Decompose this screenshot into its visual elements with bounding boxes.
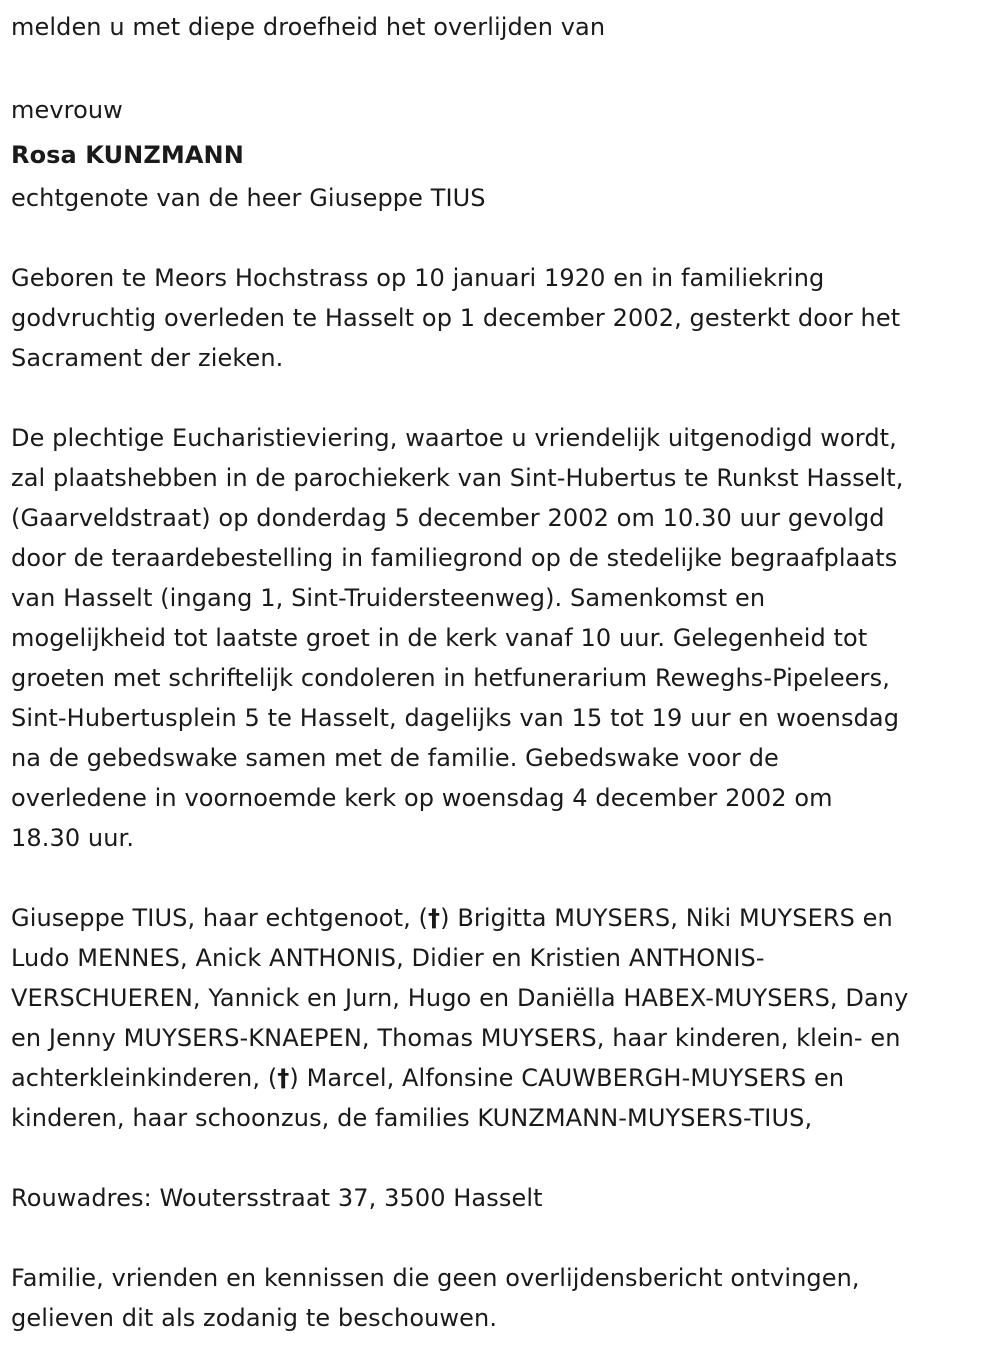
spacer xyxy=(11,54,996,88)
ceremony-paragraph xyxy=(11,418,996,858)
paragraph-line: gelieven dit als zodanig te beschouwen. xyxy=(11,1304,498,1332)
paragraph-line: kinderen, haar schoonzus, de families KUNZMANN-MUYSERS-TIUS, xyxy=(11,1104,813,1132)
spacer xyxy=(11,378,996,418)
spacer xyxy=(11,858,996,898)
title-text: mevrouw xyxy=(11,96,123,124)
family-text: ) Marcel, Alfonsine CAUWBERGH-MUYSERS en xyxy=(289,1064,845,1092)
paragraph-line: Ludo MENNES, Anick ANTHONIS, Didier en Kristien ANTHONIS- xyxy=(11,944,765,972)
cross-icon: † xyxy=(277,1064,290,1092)
paragraph-line: godvruchtig overleden te Hasselt op 1 december 2002, gesterkt door het xyxy=(11,304,901,332)
family-paragraph xyxy=(11,898,996,1138)
paragraph-line: mogelijkheid tot laatste groet in de kerk vanaf 10 uur. Gelegenheid tot xyxy=(11,624,868,652)
paragraph-line: zal plaatshebben in de parochiekerk van Sint-Hubertus te Runkst Hasselt, xyxy=(11,464,904,492)
paragraph-line: en Jenny MUYSERS-KNAEPEN, Thomas MUYSERS, haar kinderen, klein- en xyxy=(11,1024,901,1052)
paragraph-line: Geboren te Meors Hochstrass op 10 januari 1920 en in familiekring xyxy=(11,264,825,292)
paragraph-line: De plechtige Eucharistieviering, waartoe u vriendelijk uitgenodigd wordt, xyxy=(11,424,897,452)
paragraph-line: (Gaarveldstraat) op donderdag 5 december 2002 om 10.30 uur gevolgd xyxy=(11,504,885,532)
family-text: achterkleinkinderen, ( xyxy=(11,1064,278,1092)
paragraph-line: Sint-Hubertusplein 5 te Hasselt, dagelijks van 15 tot 19 uur en woensdag xyxy=(11,704,900,732)
paragraph-line: 18.30 uur. xyxy=(11,824,135,852)
paragraph-line: Familie, vrienden en kennissen die geen overlijdensbericht ontvingen, xyxy=(11,1264,860,1292)
spacer xyxy=(11,1138,996,1178)
intro-text: melden u met diepe droefheid het overlijden van xyxy=(11,13,606,41)
mourning-address: Rouwadres: Woutersstraat 37, 3500 Hasselt xyxy=(11,1184,543,1212)
paragraph-line: overledene in voornoemde kerk op woensdag 4 december 2002 om xyxy=(11,784,833,812)
paragraph-line: VERSCHUEREN, Yannick en Jurn, Hugo en Daniëlla HABEX-MUYSERS, Dany xyxy=(11,984,909,1012)
spacer xyxy=(11,218,996,258)
deceased-name: Rosa KUNZMANN xyxy=(11,141,244,169)
paragraph-line: groeten met schriftelijk condoleren in hetfunerarium Reweghs-Pipeleers, xyxy=(11,664,890,692)
death-notice xyxy=(11,0,996,1338)
birth-death-paragraph xyxy=(11,258,996,378)
family-text: Giuseppe TIUS, haar echtgenoot, ( xyxy=(11,904,429,932)
paragraph-line xyxy=(11,898,996,938)
cross-icon: † xyxy=(428,904,441,932)
spacer xyxy=(11,1218,996,1258)
spouse-text: echtgenote van de heer Giuseppe TIUS xyxy=(11,184,486,212)
paragraph-line: door de teraardebestelling in familiegrond op de stedelijke begraafplaats xyxy=(11,544,898,572)
paragraph-line: Sacrament der zieken. xyxy=(11,344,284,372)
family-text: ) Brigitta MUYSERS, Niki MUYSERS en xyxy=(440,904,893,932)
paragraph-line: van Hasselt (ingang 1, Sint-Truidersteenweg). Samenkomst en xyxy=(11,584,766,612)
paragraph-line: na de gebedswake samen met de familie. Gebedswake voor de xyxy=(11,744,779,772)
paragraph-line xyxy=(11,1058,996,1098)
closing-paragraph xyxy=(11,1258,996,1338)
